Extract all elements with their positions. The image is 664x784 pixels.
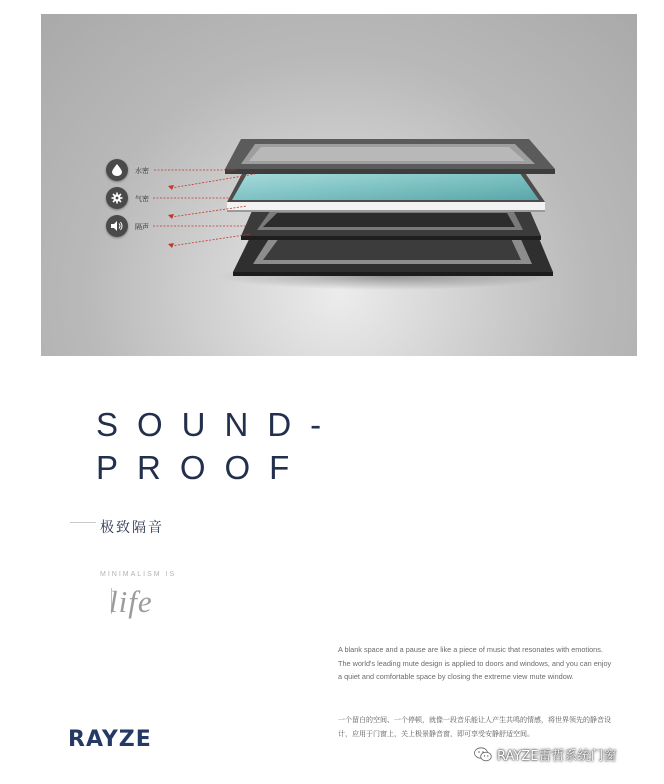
wechat-icon <box>474 747 492 762</box>
sound-insulation-label: 隔声 <box>135 223 149 231</box>
sound-insulation-badge <box>106 215 128 237</box>
description-chinese: 一个留白的空间、一个停顿，就像一段音乐能让人产生共鸣的情感，将世界领先的静音设计，应用于门窗上，关上极景静音窗，即可享受安静舒适空间。 <box>338 716 611 738</box>
speaker-icon <box>111 221 123 231</box>
subtitle-divider <box>70 522 96 523</box>
top-frame-layer <box>225 139 555 174</box>
water-tight-label: 水密 <box>135 167 149 175</box>
watermark-text: RAYZE雷哲系统门窗 <box>497 748 617 764</box>
water-tight-badge <box>106 159 128 181</box>
tagline-small: MINIMALISM IS <box>100 571 177 578</box>
air-tight-label: 气密 <box>135 195 149 203</box>
description-english: A blank space and a pause are like a piece of music that resonates with emotions. The world's leading mute design is applied to doors and windows, and you can enjoy a quiet and comfortable space by closing the extreme view mute window. <box>338 645 612 682</box>
subtitle-chinese: 极致隔音 <box>100 520 164 536</box>
title-line-1: SOUND- <box>96 406 341 443</box>
water-drop-icon <box>112 164 122 176</box>
tagline-big: life <box>109 584 153 619</box>
leader-arrowheads <box>168 185 174 248</box>
product-hero-image <box>41 14 637 356</box>
wechat-watermark <box>474 744 616 764</box>
gear-icon <box>111 192 123 204</box>
brand-logo: RAYZE <box>68 727 152 752</box>
air-tight-badge <box>106 187 128 209</box>
glass-layer <box>227 170 545 212</box>
title-line-2: PROOF <box>96 449 309 486</box>
window-layers-illustration <box>41 14 637 356</box>
